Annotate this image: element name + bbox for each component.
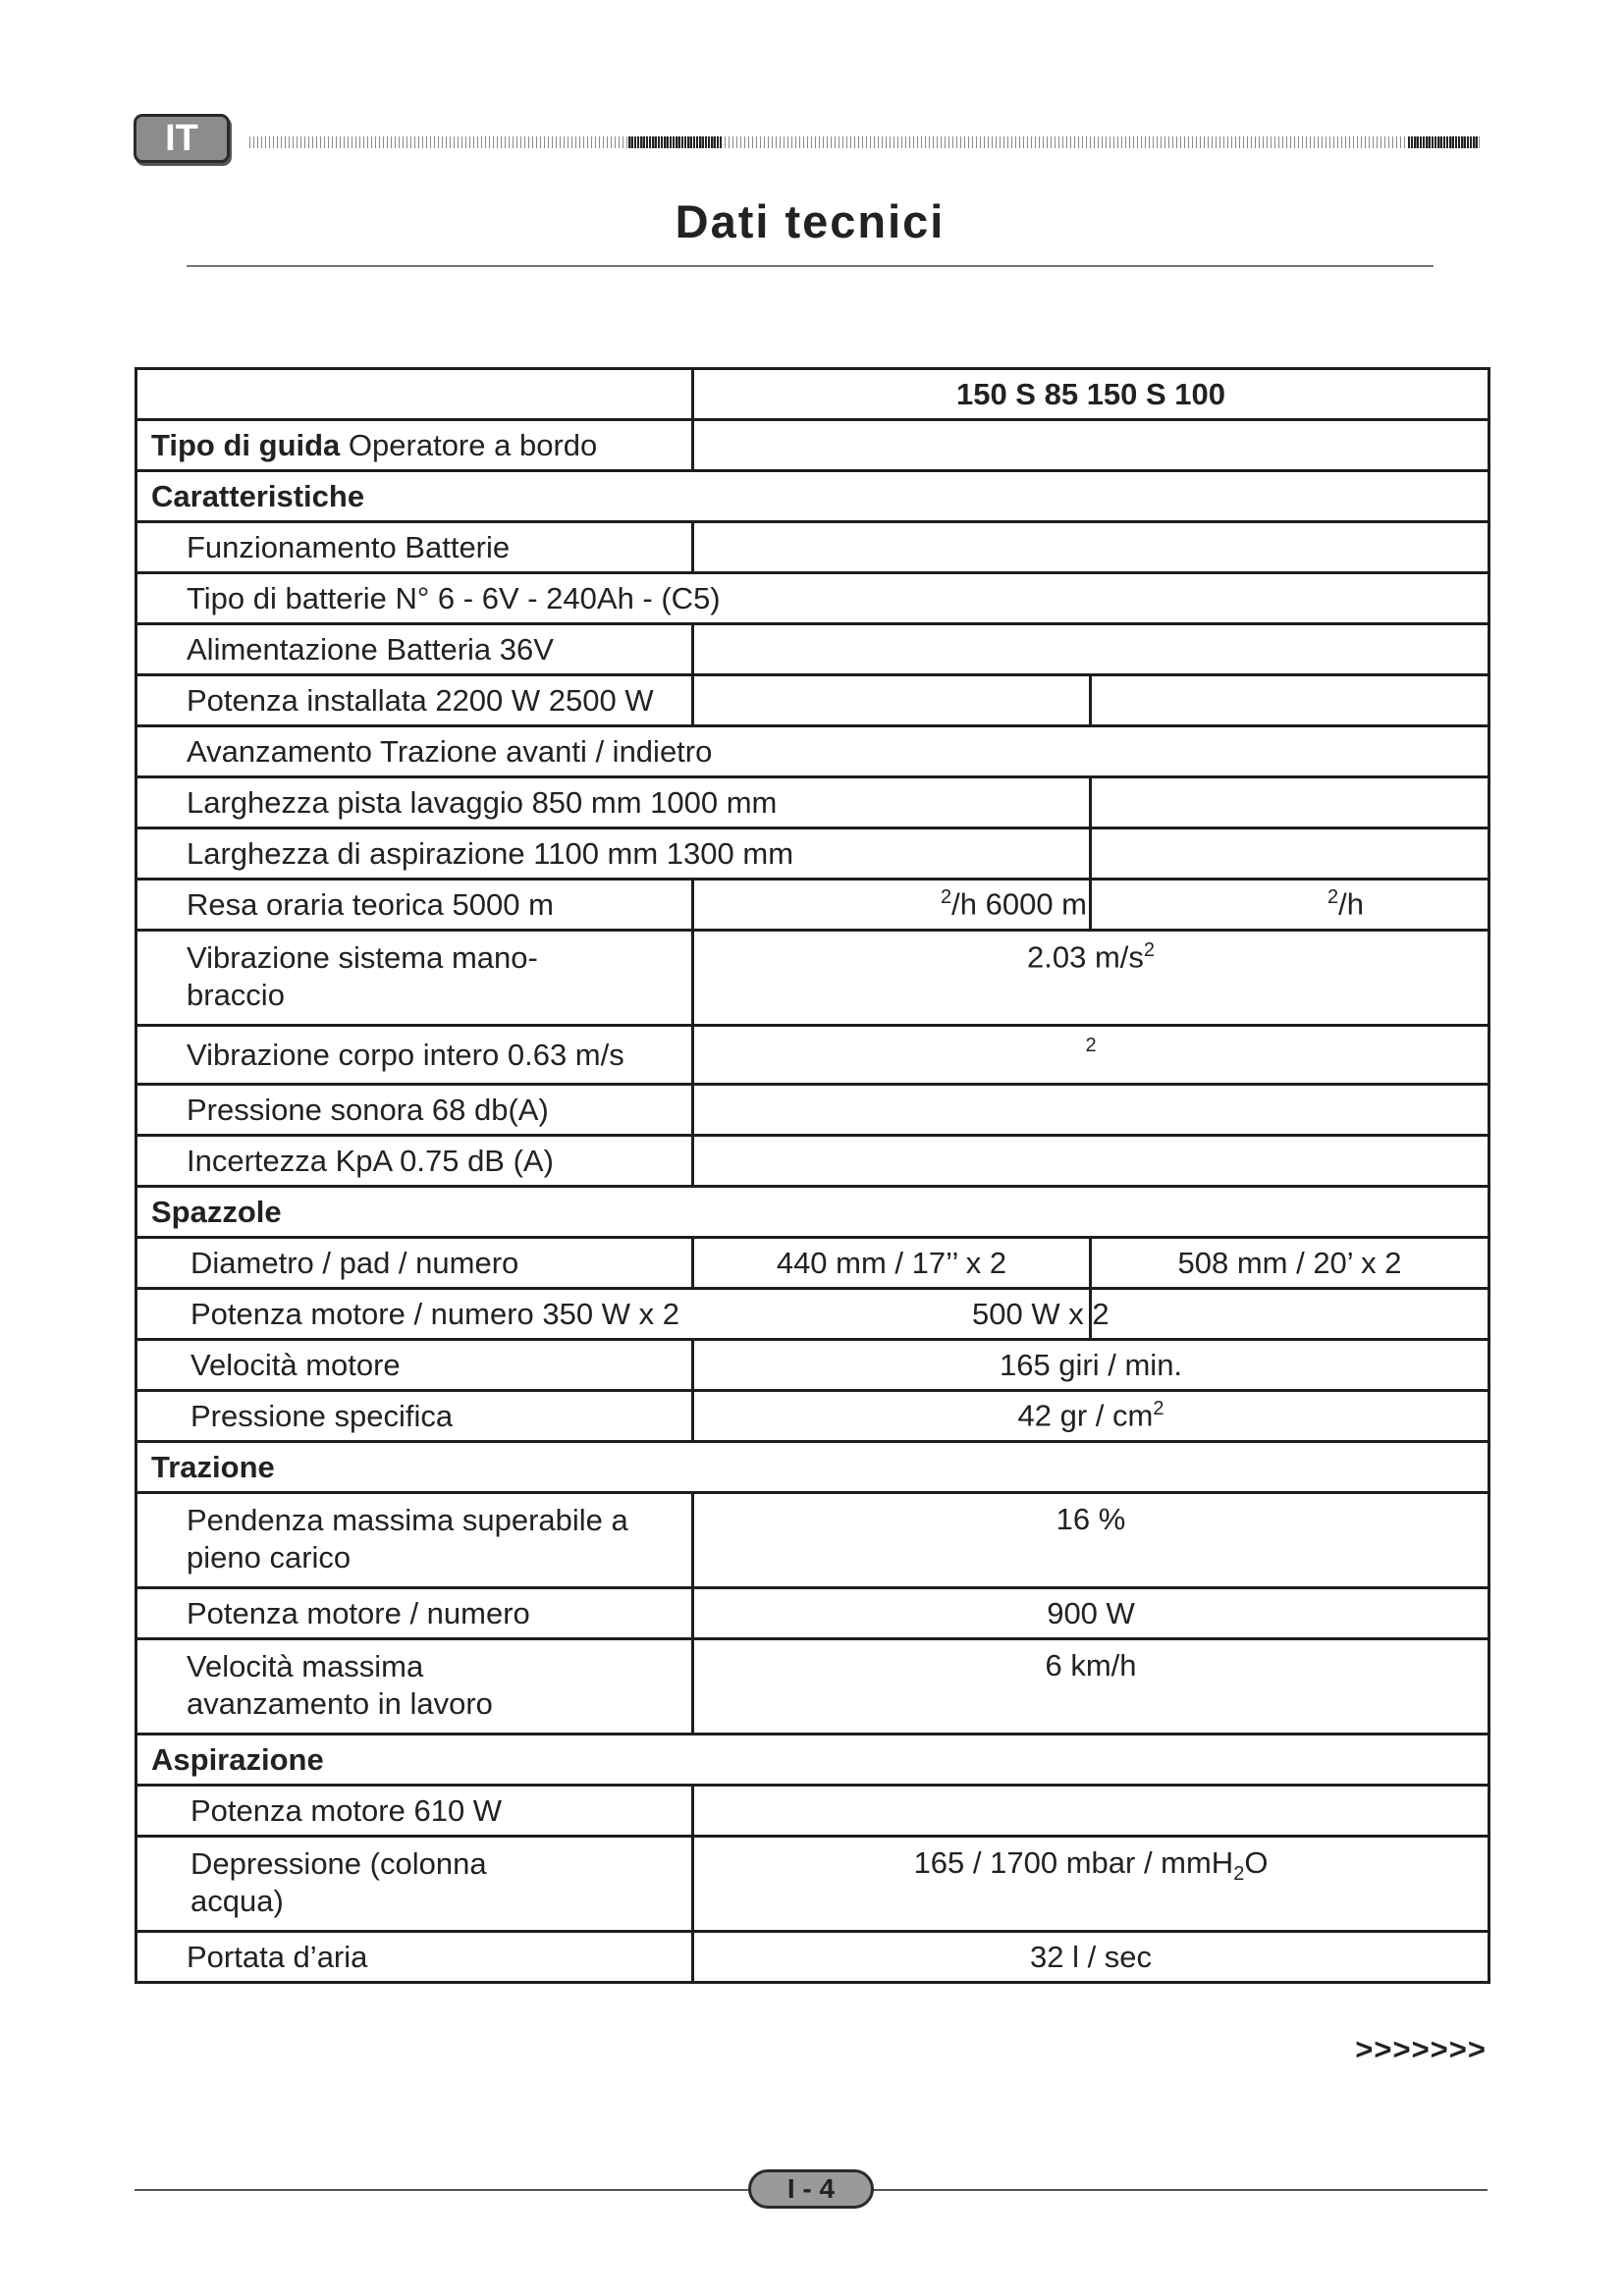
potenza-spazzole-value-text: 500 W x 2 [972,1296,1110,1331]
velocita-massima-value: 6 km/h [693,1639,1489,1735]
section-row [136,1735,1489,1786]
portata-label: Portata d’aria [136,1932,693,1983]
pendenza-label: Pendenza massima superabile a pieno carico [136,1493,693,1588]
page-title: Dati tecnici [675,195,946,247]
empty-cell [693,522,1489,573]
empty-cell [1091,828,1489,880]
page-number: I - 4 [748,2169,874,2209]
incertezza-label: Incertezza KpA 0.75 dB (A) [136,1136,693,1187]
model-header: 150 S 85 150 S 100 [693,369,1489,420]
empty-cell [1091,777,1489,828]
section-caratteristiche: Caratteristiche [136,471,1489,522]
pressione-specifica-value: 42 gr / cm [1017,1398,1154,1433]
potenza-trazione-label: Potenza motore / numero [136,1588,693,1639]
alimentazione-label: Alimentazione Batteria 36V [136,624,693,675]
portata-value: 32 l / sec [693,1932,1489,1983]
table-row [136,931,1489,1026]
funzionamento-label: Funzionamento Batterie [136,522,693,573]
table-row [136,420,1489,471]
table-row [136,1639,1489,1735]
table-row [136,1588,1489,1639]
table-row [136,726,1489,777]
vibrazione-mano-value-cell [693,931,1489,1026]
pressione-specifica-superscript: 2 [1153,1398,1164,1420]
resa-label: Resa oraria teorica 5000 m [136,880,693,931]
header-hatch-rule [249,136,1483,148]
table-row [136,573,1489,624]
pendenza-value: 16 % [693,1493,1489,1588]
vibrazione-corpo-superscript: 2 [693,1026,1489,1085]
tipo-batterie-label: Tipo di batterie N° 6 - 6V - 240Ah - (C5) [136,573,1489,624]
empty-cell [693,675,1091,726]
larghezza-pista-label: Larghezza pista lavaggio 850 mm 1000 mm [136,777,1091,828]
table-row [136,1136,1489,1187]
resa-end-value [1091,880,1489,931]
pressione-sonora-label: Pressione sonora 68 db(A) [136,1085,693,1136]
diametro-label: Diametro / pad / numero [136,1238,693,1289]
resa-mid-text: /h 6000 m [951,886,1087,922]
table-row [136,675,1489,726]
empty-cell [693,624,1489,675]
header-empty-cell [136,369,693,420]
spec-table [135,367,1490,1984]
table-row [136,1026,1489,1085]
diametro-value-1: 440 mm / 17’’ x 2 [693,1238,1091,1289]
vibrazione-mano-value: 2.03 m/s [1027,939,1144,975]
vibrazione-corpo-label: Vibrazione corpo intero 0.63 m/s [136,1026,693,1085]
resa-mid-value [693,880,1091,931]
section-aspirazione: Aspirazione [136,1735,1489,1786]
tipo-guida-value: Operatore a bordo [348,427,598,462]
section-spazzole: Spazzole [136,1187,1489,1238]
potenza-spazzole-label: Potenza motore / numero 350 W x 2 [136,1289,1091,1340]
language-badge: IT [134,114,230,163]
table-row [136,522,1489,573]
potenza-spazzole-value [972,1289,1489,1340]
larghezza-aspirazione-label: Larghezza di aspirazione 1100 mm 1300 mm [136,828,1091,880]
tipo-guida-cell [136,420,693,471]
diametro-value-2: 508 mm / 20’ x 2 [1091,1238,1489,1289]
section-row [136,471,1489,522]
empty-cell [1091,675,1489,726]
table-header-row [136,369,1489,420]
resa-superscript: 2 [941,886,952,909]
table-row [136,1085,1489,1136]
velocita-label: Velocità motore [136,1340,693,1391]
continue-marker: >>>>>>> [1355,2032,1487,2066]
table-row [136,624,1489,675]
vibrazione-mano-label: Vibrazione sistema mano-braccio [136,931,693,1026]
table-row [136,828,1489,880]
table-row [136,1493,1489,1588]
table-row [136,1340,1489,1391]
depressione-label: Depressione (colonna acqua) [136,1837,693,1932]
table-row [136,1932,1489,1983]
potenza-aspirazione-label: Potenza motore 610 W [136,1786,693,1837]
tipo-guida-label: Tipo di guida [151,427,341,462]
resa-end-text: /h [1338,886,1364,922]
table-row [136,777,1489,828]
depressione-value-cell [693,1837,1489,1932]
pressione-specifica-value-cell [693,1391,1489,1442]
potenza-trazione-value: 900 W [693,1588,1489,1639]
table-row [136,1837,1489,1932]
table-row [136,1786,1489,1837]
table-row [136,1238,1489,1289]
empty-cell [693,1085,1489,1136]
depressione-value: 165 / 1700 mbar / mmH [913,1845,1234,1880]
empty-cell [693,420,1489,471]
section-trazione: Trazione [136,1442,1489,1493]
empty-cell [693,1786,1489,1837]
table-row [136,1289,1489,1340]
table-row [136,880,1489,931]
depressione-tail: O [1244,1845,1269,1880]
velocita-value: 165 giri / min. [693,1340,1489,1391]
vibrazione-mano-superscript: 2 [1143,939,1156,961]
table-row [136,1391,1489,1442]
potenza-installata-label: Potenza installata 2200 W 2500 W [136,675,693,726]
title-divider [187,265,1434,267]
velocita-massima-label: Velocità massima avanzamento in lavoro [136,1639,693,1735]
resa-end-superscript: 2 [1327,886,1339,909]
section-row [136,1187,1489,1238]
empty-cell [693,1136,1489,1187]
section-row [136,1442,1489,1493]
pressione-specifica-label: Pressione specifica [136,1391,693,1442]
depressione-subscript: 2 [1233,1863,1245,1886]
avanzamento-label: Avanzamento Trazione avanti / indietro [136,726,1489,777]
